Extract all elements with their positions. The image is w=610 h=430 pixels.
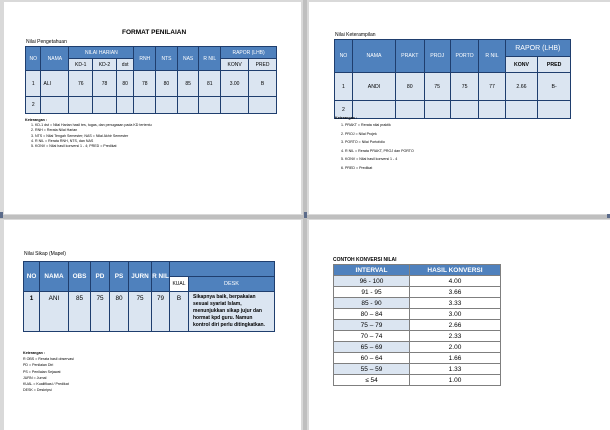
cell-nama: ALI: [41, 71, 69, 97]
cell-no: 1: [26, 71, 41, 97]
header-nts: NTS: [156, 47, 178, 71]
section-subtitle: Nilai Sikap (Mapel): [24, 251, 66, 257]
keterangan-item: 3. NTS = Nilai Tengah Semester; NAS = Nilai Akhir Semester: [31, 133, 129, 138]
keterangan: [25, 118, 152, 149]
cell-nas: [177, 97, 199, 114]
cell-kd2: [93, 97, 117, 114]
header-rapor-blank: [170, 262, 275, 277]
cell-konv: [505, 101, 538, 119]
header-nilai-harian: NILAI HARIAN: [69, 47, 134, 59]
cell-hasil: 1.00: [410, 375, 501, 386]
header-kd2: KD-2: [93, 59, 117, 71]
cell-interval: 70 – 74: [334, 331, 410, 342]
header-pred: PRED: [538, 57, 571, 73]
cell-rnil: [479, 101, 505, 119]
cell-dst: 80: [116, 71, 134, 97]
cell-interval: ≤ 54: [334, 375, 410, 386]
keterangan-item: 4. R NIL = Rerata RNH, NTS, dan NAS: [31, 138, 94, 143]
header-nas: NAS: [177, 47, 199, 71]
cell-pred: B-: [538, 73, 571, 101]
cell-kd1: [69, 97, 93, 114]
header-konv: KONV: [221, 59, 249, 71]
keterangan-item: PD = Penilaian Diri: [23, 363, 54, 368]
konversi-table: [333, 264, 501, 386]
cell-dst: [116, 97, 134, 114]
cell-hasil: 3.00: [410, 309, 501, 320]
cell-no: 1: [335, 73, 353, 101]
keterangan: [335, 115, 414, 172]
header-desk: DESK: [189, 277, 275, 292]
cell-hasil: 3.66: [410, 287, 501, 298]
cell-no: 2: [26, 97, 41, 114]
header-no: NO: [24, 262, 40, 292]
header-interval: INTERVAL: [334, 265, 410, 276]
cell-nts: 80: [156, 71, 178, 97]
section-subtitle: CONTOH KONVERSI NILAI: [333, 257, 397, 263]
keterangan-item: 5. KONV = Nilai hasil konversi 1 - 4; PRED = Predikat: [31, 144, 117, 149]
keterampilan-table: [334, 39, 571, 119]
cell-jurn: 75: [129, 292, 152, 332]
cell-kd2: 78: [93, 71, 117, 97]
keterangan-title: Keterangan :: [335, 116, 357, 120]
keterangan-item: 3. PORTO = Nilai Portofolio: [341, 140, 385, 144]
cell-hasil: 2.33: [410, 331, 501, 342]
header-ps: PS: [110, 262, 129, 292]
header-prakt: PRAKT: [396, 40, 424, 73]
cell-prakt: 80: [396, 73, 424, 101]
keterangan-title: Keterangan :: [23, 351, 45, 355]
header-hasil-konversi: HASIL KONVERSI: [410, 265, 501, 276]
cell-hasil: 3.33: [410, 298, 501, 309]
page-title: FORMAT PENILAIAN: [122, 29, 187, 36]
cell-porto: 75: [450, 73, 478, 101]
cell-pred: B: [249, 71, 277, 97]
header-rnh: RNH: [134, 47, 156, 71]
header-pred: PRED: [249, 59, 277, 71]
cell-pred: [249, 97, 277, 114]
cell-rnh: [134, 97, 156, 114]
cell-interval: 75 – 79: [334, 320, 410, 331]
keterangan-item: KUAL = Kualifikasi / Predikat: [23, 382, 69, 387]
header-rapor: RAPOR (LHB): [505, 40, 570, 57]
splitter-marker-top: [304, 212, 307, 218]
cell-porto: [450, 101, 478, 119]
cell-hasil: 4.00: [410, 276, 501, 287]
header-dst: dst: [116, 59, 134, 71]
cell-obs: 85: [69, 292, 91, 332]
header-rnil: R NIL: [199, 47, 221, 71]
cell-nas: 85: [177, 71, 199, 97]
keterangan-item: DESK = Deskripsi: [23, 388, 52, 393]
cell-pd: 75: [91, 292, 110, 332]
header-rnil: R NIL: [152, 262, 170, 292]
keterangan-item: 1. KD-1 dst = Nilai Harian hasil tes, tugas, dan penugasan pada KD tertentu: [31, 123, 152, 128]
cell-nts: [156, 97, 178, 114]
page-nilai-pengetahuan: [4, 2, 301, 214]
cell-rnil: 79: [152, 292, 170, 332]
cell-konv: 3.00: [221, 71, 249, 97]
cell-interval: 60 – 64: [334, 353, 410, 364]
header-obs: OBS: [69, 262, 91, 292]
page-nilai-sikap: [4, 220, 301, 430]
header-rapor: RAPOR (LHB): [221, 47, 277, 59]
cell-interval: 80 – 84: [334, 309, 410, 320]
cell-hasil: 1.33: [410, 364, 501, 375]
cell-konv: [221, 97, 249, 114]
page-nilai-keterampilan: [309, 2, 610, 214]
header-nama: NAMA: [40, 262, 69, 292]
keterangan-item: 2. PROJ = Nilai Projek: [341, 131, 377, 136]
header-rnil: R NIL: [479, 40, 505, 73]
cell-rnh: 78: [134, 71, 156, 97]
keterangan-item: 1. PRAKT = Rerata nilai praktik: [341, 123, 391, 127]
keterangan-title: Keterangan :: [25, 118, 47, 122]
cell-proj: [424, 101, 450, 119]
header-kual: KUAL: [170, 277, 189, 292]
keterangan-item: 2. RNH = Rerata Nilai Harian: [31, 128, 78, 133]
cell-hasil: 2.66: [410, 320, 501, 331]
sikap-table: [23, 261, 275, 332]
keterangan-item: JURN = Jurnal: [23, 375, 47, 380]
section-subtitle: Nilai Keterampilan: [335, 32, 376, 38]
cell-interval: 65 – 69: [334, 342, 410, 353]
cell-interval: 91 - 95: [334, 287, 410, 298]
cell-rnil: [199, 97, 221, 114]
keterangan-item: PS = Penilaian Sejawat: [23, 369, 61, 374]
header-proj: PROJ: [424, 40, 450, 73]
header-porto: PORTO: [450, 40, 478, 73]
cell-rnil: 81: [199, 71, 221, 97]
cell-nama: [41, 97, 69, 114]
header-no: NO: [26, 47, 41, 71]
cell-desk: Sikapnya baik, berpakaian sesuai syariat Islam, menunjukkan sikap jujur dan hormat kpd guru. Namun kontrol diri perlu ditingkatkan.: [189, 292, 275, 332]
cell-no: 1: [24, 292, 40, 332]
header-nama: NAMA: [352, 40, 395, 73]
cell-interval: 55 – 59: [334, 364, 410, 375]
cell-nama: ANDI: [352, 73, 395, 101]
header-no: NO: [335, 40, 353, 73]
cell-pred: [538, 101, 571, 119]
keterangan-item: 4. R NIL = Rerata PRAKT, PROJ dan PORTO: [341, 148, 414, 153]
header-pd: PD: [91, 262, 110, 292]
cell-hasil: 1.66: [410, 353, 501, 364]
cell-no: 2: [335, 101, 353, 119]
cell-ps: 80: [110, 292, 129, 332]
header-kd1: KD-1: [69, 59, 93, 71]
cell-rnil: 77: [479, 73, 505, 101]
cell-hasil: 2.00: [410, 342, 501, 353]
splitter-marker-left: [0, 212, 3, 218]
keterangan-item: 6. PRED = Predikat: [341, 165, 373, 170]
header-nama: NAMA: [41, 47, 69, 71]
cell-kd1: 76: [69, 71, 93, 97]
header-konv: KONV: [505, 57, 538, 73]
page-konversi-nilai: [309, 220, 610, 430]
pengetahuan-table: [25, 46, 277, 114]
section-subtitle: Nilai Pengetahuan: [26, 39, 67, 45]
keterangan: [23, 350, 74, 393]
cell-nama: ANI: [40, 292, 69, 332]
cell-interval: 96 - 100: [334, 276, 410, 287]
header-jurn: JURN: [129, 262, 152, 292]
cell-konv: 2.66: [505, 73, 538, 101]
cell-kual: B: [170, 292, 189, 332]
cell-proj: 75: [424, 73, 450, 101]
keterangan-item: R OBS = Rerata hasil observasi: [23, 357, 74, 362]
keterangan-item: 5. KONV = Nilai hasil konversi 1 - 4: [341, 157, 398, 161]
cell-interval: 85 - 90: [334, 298, 410, 309]
